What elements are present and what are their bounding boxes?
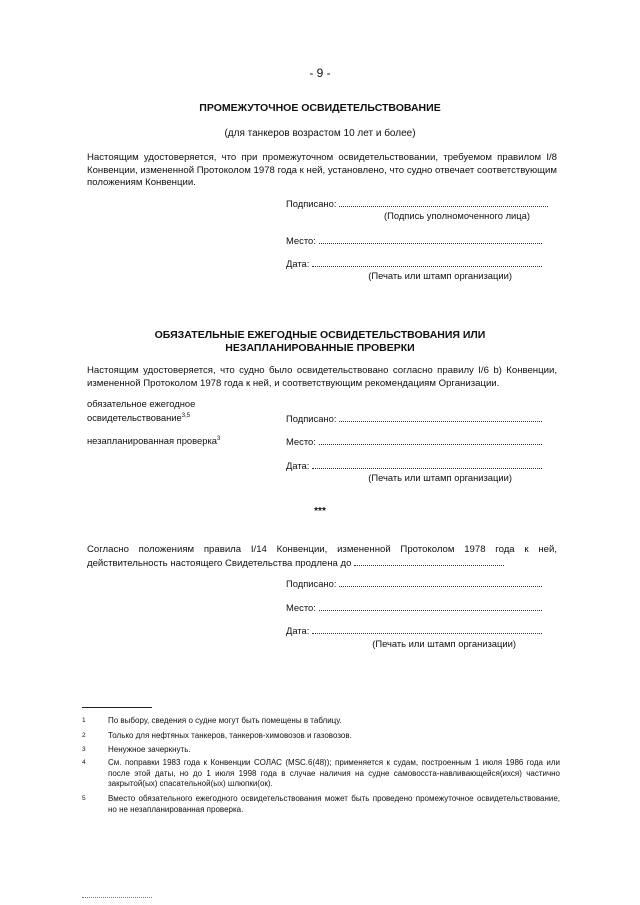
footnote-text: По выбору, сведения о судне могут быть помещены в таблицу. — [108, 716, 342, 725]
place-line — [319, 602, 542, 611]
footnote-text: Вместо обязательного ежегодного освидетельствования может быть проведено промежуточное освидетельствование, но не незапланированная проверка. — [108, 794, 560, 814]
section1-subtitle: (для танкеров возрастом 10 лет и более) — [224, 128, 416, 139]
signature-line — [339, 578, 542, 587]
place-label: Место: — [286, 235, 316, 246]
unscheduled-footnote-ref: 3 — [216, 436, 221, 442]
signed-label: Подписано: — [286, 413, 337, 424]
extension-text: Согласно положениям правила I/14 Конвенции, измененной Протоколом 1978 года к ней, действительность настоящего Свидетельства продлена до — [87, 544, 557, 569]
section2-place-field — [286, 436, 542, 447]
page-bottom-mark — [82, 897, 152, 898]
place-line — [319, 436, 542, 445]
signed-label: Подписано: — [286, 578, 337, 589]
footnote — [82, 745, 560, 756]
date-line — [312, 460, 542, 469]
section1-date-field — [286, 258, 542, 269]
date-label: Дата: — [286, 460, 310, 471]
stamp-caption: (Печать или штамп организации) — [368, 270, 512, 281]
unscheduled-label — [87, 433, 267, 447]
footnote-separator — [82, 707, 152, 708]
footnote-text: См. поправки 1983 года к Конвенции СОЛАС (MSC.6(48)); применяется к судам, построенным 1 июля 1986 года или после этой даты, но до 1 июля 1998 года в случае наличия на судне самовосста-навливающейся(ихся) частично закрытой(ых) спасательной(ых) шлюпки(ок). — [108, 758, 560, 788]
section1-title: ПРОМЕЖУТОЧНОЕ ОСВИДЕТЕЛЬСТВОВАНИЕ — [199, 102, 441, 114]
date-label: Дата: — [286, 258, 310, 269]
footnote-number: 3 — [82, 746, 86, 753]
footnote — [82, 794, 560, 815]
annual-survey-line1: обязательное ежегодное — [87, 398, 196, 409]
footnote-number: 2 — [82, 732, 86, 739]
separator: *** — [314, 506, 326, 517]
place-line — [319, 235, 542, 244]
section2-date-field — [286, 460, 542, 471]
section3-signed-field — [286, 578, 542, 589]
section2-title-line1: ОБЯЗАТЕЛЬНЫЕ ЕЖЕГОДНЫЕ ОСВИДЕТЕЛЬСТВОВАНИЯ ИЛИ — [154, 329, 486, 341]
page-number: - 9 - — [309, 66, 331, 80]
footnote — [82, 758, 560, 790]
section3-place-field — [286, 602, 542, 613]
place-label: Место: — [286, 602, 316, 613]
footnote-text: Только для нефтяных танкеров, танкеров-химовозов и газовозов. — [108, 731, 352, 740]
section1-text: Настоящим удостоверяется, что при промежуточном освидетельствовании, требуемом правилом I/8 Конвенции, измененной Протоколом 1978 года к ней, установлено, что судно отвечает соответствующим положениям Конвенции. — [87, 152, 557, 188]
unscheduled-text: незапланированная проверка — [87, 435, 217, 447]
annual-survey-footnote-ref: 3,5 — [181, 413, 191, 419]
footnote-number: 1 — [82, 717, 86, 724]
date-line — [312, 258, 542, 267]
signature-line — [339, 413, 542, 422]
annual-survey-label — [87, 398, 267, 424]
date-line — [312, 625, 542, 634]
section2-signed-field — [286, 413, 542, 424]
section1-place-field — [286, 235, 542, 246]
signature-line — [339, 198, 548, 207]
section1-signed-field — [286, 198, 548, 209]
stamp-caption: (Печать или штамп организации) — [368, 472, 512, 483]
section2-text: Настоящим удостоверяется, что судно было освидетельствовано согласно правилу I/6 b) Конвенции, измененной Протоколом 1978 года к ней, и соответствующим рекомендациям Организации. — [87, 365, 557, 389]
signature-caption: (Подпись уполномоченного лица) — [383, 210, 530, 221]
section3-text — [87, 544, 557, 570]
date-label: Дата: — [286, 625, 310, 636]
section3-date-field — [286, 625, 542, 636]
footnote — [82, 731, 560, 742]
extension-date-line — [354, 557, 504, 566]
signed-label: Подписано: — [286, 198, 337, 209]
stamp-caption: (Печать или штамп организации) — [372, 638, 516, 649]
footnote-text: Ненужное зачеркнуть. — [108, 745, 191, 754]
footnote — [82, 716, 560, 727]
place-label: Место: — [286, 436, 316, 447]
annual-survey-line2: освидетельствование — [87, 412, 182, 424]
footnote-number: 5 — [82, 795, 86, 802]
footnote-number: 4 — [82, 759, 86, 766]
section2-title-line2: НЕЗАПЛАНИРОВАННЫЕ ПРОВЕРКИ — [225, 342, 415, 354]
